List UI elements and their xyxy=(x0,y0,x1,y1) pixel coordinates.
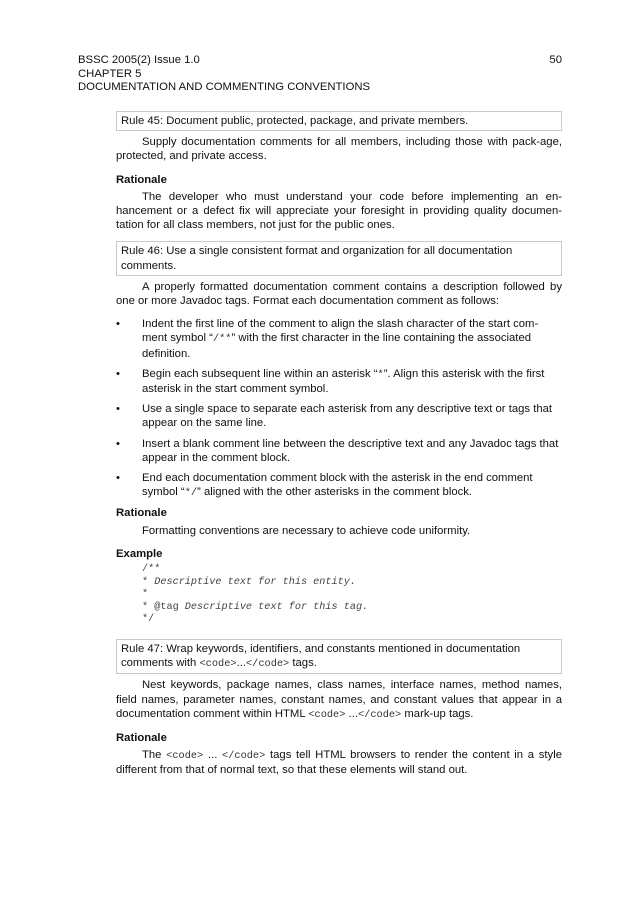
chapter-label: CHAPTER 5 xyxy=(78,67,142,80)
rule-47-rationale: The <code> ... </code> tags tell HTML browsers to render the content in a style different from that of normal text, so that these elements will stand out. xyxy=(116,749,562,777)
code-line: * @tag Descriptive text for this tag. xyxy=(142,601,369,613)
page-number: 50 xyxy=(549,54,562,66)
list-item: • Indent the first line of the comment to align the slash character of the start com-ment symbol “/**” with the first character in the line containing the associated definition. xyxy=(116,318,539,360)
issue-label: BSSC 2005(2) Issue 1.0 xyxy=(78,54,200,66)
bullet-glyph: • xyxy=(116,367,120,380)
page-header xyxy=(78,54,562,95)
list-item: • Insert a blank comment line between the descriptive text and any Javadoc tags that appear in the comment block. xyxy=(116,437,559,464)
inline-code: /** xyxy=(212,333,232,346)
list-item: • End each documentation comment block with the asterisk in the end comment symbol “*/” aligned with the other asterisks in the comment block. xyxy=(116,472,533,500)
inline-code: </code> xyxy=(245,658,290,671)
rationale-heading: Rationale xyxy=(116,732,167,745)
inline-code: </code> xyxy=(222,750,266,763)
rule-46-box xyxy=(116,241,562,275)
list-item: • Begin each subsequent line within an asterisk “*”. Align this asterisk with the first asterisk in the start comment symbol. xyxy=(116,367,545,396)
page-content xyxy=(116,111,562,787)
rationale-heading: Rationale xyxy=(116,507,167,520)
inline-code: <code> xyxy=(308,708,346,721)
rule-46-rationale: Formatting conventions are necessary to achieve code uniformity. xyxy=(142,524,471,537)
rule-47-box: Rule 47: Wrap keywords, identifiers, and constants mentioned in documentation comments with <code>...</code> tags. xyxy=(116,639,562,674)
bullet-glyph: • xyxy=(116,403,120,416)
chapter-title: DOCUMENTATION AND COMMENTING CONVENTIONS xyxy=(78,81,371,93)
rule-45-box xyxy=(116,111,562,131)
code-line: */ xyxy=(142,614,155,626)
bullet-glyph: • xyxy=(116,472,120,485)
rule-46-title: Rule 46: Use a single consistent format and organization for all documentation comments. xyxy=(121,245,513,272)
format-bullet-list xyxy=(116,317,562,500)
list-item: • Use a single space to separate each asterisk from any descriptive text or tags that appear on the same line. xyxy=(116,403,553,430)
rule-47-body: Nest keywords, package names, class names, interface names, method names, field names, parameter names, constant names, and constant values that appear in a documentation comment within HTML <code> ...</code> mark-up tags. xyxy=(116,679,562,721)
inline-code: <code> xyxy=(199,658,237,671)
rationale-heading: Rationale xyxy=(116,173,167,186)
bullet-glyph: • xyxy=(116,318,120,331)
inline-code: <code> xyxy=(166,750,204,763)
bullet-glyph: • xyxy=(116,437,120,450)
code-line: * Descriptive text for this entity. xyxy=(142,576,356,588)
rule-45-rationale: The developer who must understand your code before implementing an en-hancement or a defect fix will appreciate your foresight in providing quality documen-tation for all class members, not just for the public ones. xyxy=(116,190,562,232)
code-line: /** xyxy=(142,564,161,576)
code-example xyxy=(142,564,562,627)
example-heading: Example xyxy=(116,547,163,560)
inline-code: */ xyxy=(184,487,198,500)
code-line: * xyxy=(142,589,149,601)
rule-45-body: Supply documentation comments for all members, including those with pack-age, protected, and private access. xyxy=(116,136,562,163)
inline-code: </code> xyxy=(357,708,402,721)
rule-46-intro: A properly formatted documentation comment contains a description followed by one or more Javadoc tags. Format each documentation comment as follows: xyxy=(116,280,562,308)
inline-code: * xyxy=(377,368,384,381)
rule-45-title: Rule 45: Document public, protected, package, and private members. xyxy=(121,115,469,127)
